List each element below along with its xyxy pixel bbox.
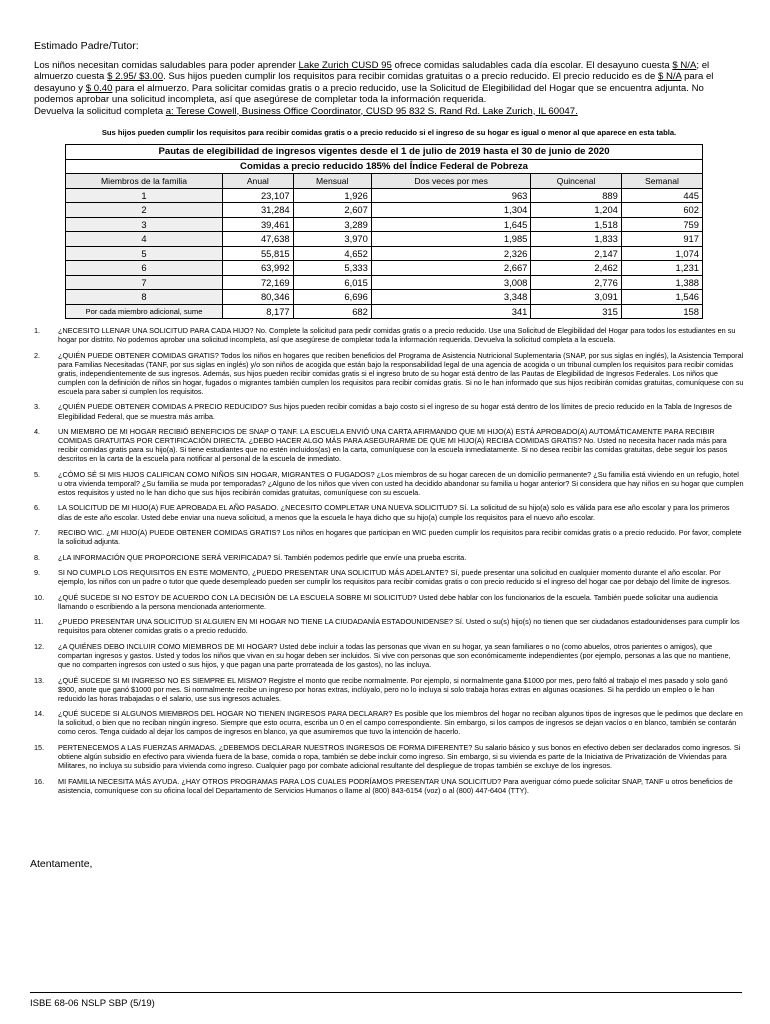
faq-item (34, 676, 744, 703)
faq-number: 9. (34, 568, 41, 578)
faq-item (34, 351, 744, 396)
table-row (66, 275, 703, 290)
cell: 1,518 (531, 217, 621, 232)
cell: 4 (66, 232, 223, 247)
table-row (66, 232, 703, 247)
faq-number: 3. (34, 402, 41, 412)
faq-number: 4. (34, 427, 41, 437)
faq-number: 5. (34, 469, 41, 479)
faq-item (34, 617, 744, 635)
faq-number: 13. (34, 675, 45, 685)
cell: 445 (621, 188, 702, 203)
faq-number: 14. (34, 709, 45, 719)
intro-text: para el almuerzo. Para solicitar comidas gratis o a precio reducido, use la Solicitud de Elegibilidad del Hogar que se encuentra adjunta. No podemos aprobar una solicitud incompleta, así que asegúrese de completar toda la información requerida. (34, 82, 704, 106)
greeting: Estimado Padre/Tutor: (34, 40, 139, 52)
faq-text: ¿PUEDO PRESENTAR UNA SOLICITUD SI ALGUIEN EN MI HOGAR NO TIENE LA CIUDADANÍA ESTADOUNIDENSE? Sí. Usted o su(s) hijo(s) no tienen que ser ciudadanos estadounidenses para cumplir los requisitos para obtener comidas gratis o a precio reducido. (58, 617, 740, 636)
intro-text: ; el almuerzo cuesta (34, 60, 710, 83)
cell: 1,074 (621, 246, 702, 261)
cell: 5 (66, 246, 223, 261)
cell: 1,388 (621, 275, 702, 290)
cell: 31,284 (223, 203, 294, 218)
faq-text: ¿QUIÉN PUEDE OBTENER COMIDAS A PRECIO REDUCIDO? Sus hijos pueden recibir comidas a bajo costo si el ingreso de su hogar está dentro de los límites de precio reducido en la Tabla de Ingresos de Elegibilidad Federal, que se muestra más arriba. (58, 402, 732, 421)
table-row (66, 188, 703, 203)
faq-item (34, 743, 744, 770)
cell: 1,926 (293, 188, 371, 203)
cell: 3,348 (371, 290, 531, 305)
faq-text: RECIBO WIC. ¿MI HIJO(A) PUEDE OBTENER COMIDAS GRATIS? Los niños en hogares que participan en WIC pueden cumplir los requisitos para recibir comidas gratis o a precio reducido. Por favor, complete la solicitud adjunta. (58, 528, 742, 547)
faq-number: 16. (34, 776, 45, 786)
cell: 3,970 (293, 232, 371, 247)
table-row (66, 246, 703, 261)
faq-text: ¿QUÉ SUCEDE SI ALGUNOS MIEMBROS DEL HOGAR NO TIENEN INGRESOS PARA DECLARAR? Es posible que los miembros del hogar no reciban algunos tipos de ingresos que le pedimos que declare en la solicitud, o bien que no reciban ningún ingreso. Siempre que esto ocurra, escriba un 0 en el campo correspondiente. Sin embargo, si los campos de ingresos se dejan vacíos o en blanco, también se contarán como ceros. Tenga cuidado al dejar los campos de ingresos en blanco, ya que asumiremos que tuvo la intención de hacerlo. (58, 709, 743, 737)
cell: 315 (531, 304, 621, 319)
table-header-row (66, 174, 703, 189)
cell: 3,008 (371, 275, 531, 290)
reduced-breakfast-price: $ N/A (657, 71, 682, 83)
faq-item (34, 553, 744, 562)
cell: 6,015 (293, 275, 371, 290)
faq-item (34, 642, 744, 669)
col-header: Anual (223, 174, 294, 189)
faq-number: 11. (34, 617, 44, 627)
table-row-additional (66, 304, 703, 319)
col-header: Mensual (293, 174, 371, 189)
cell: 1 (66, 188, 223, 203)
cell: 1,231 (621, 261, 702, 276)
faq-number: 15. (34, 742, 45, 752)
lunch-price: $ 2.95/ $3.00 (107, 71, 164, 83)
cell: 602 (621, 203, 702, 218)
faq-number: 10. (34, 592, 45, 602)
cell: 2,776 (531, 275, 621, 290)
cell: 2 (66, 203, 223, 218)
col-header: Dos veces por mes (371, 174, 531, 189)
table-row (66, 261, 703, 276)
col-header: Miembros de la familia (66, 174, 223, 189)
faq-text: ¿QUÉ SUCEDE SI MI INGRESO NO ES SIEMPRE EL MISMO? Registre el monto que recibe normalmente. Por ejemplo, si normalmente gana $1000 por mes, pero faltó al trabajo el mes pasado y solo ganó $900, anote que ganó $1000 por mes. Si normalmente recibe un ingreso por horas extras, inclúyalo, pero no lo incluya si solo trabaja horas extras en algunas ocasiones. Si ha perdido un empleo o le han reducido las horas trabajadas o el salario, use sus ingresos actuales. (58, 675, 728, 703)
form-code: ISBE 68-06 NSLP SBP (5/19) (30, 998, 155, 1009)
table-row (66, 217, 703, 232)
cell: 6,696 (293, 290, 371, 305)
faq-text: SI NO CUMPLO LOS REQUISITOS EN ESTE MOMENTO, ¿PUEDO PRESENTAR UNA SOLICITUD MÁS ADELANTE? Sí, puede presentar una solicitud en cualquier momento durante el año escolar. Por ejemplo, los niños con un padre o tutor que quede desempleado pueden ser cumplir los requisitos para recibir comidas gratis o con precio reducido si el ingreso del hogar cae por debajo del límite de ingresos. (58, 568, 731, 587)
table-row (66, 203, 703, 218)
cell: 1,985 (371, 232, 531, 247)
col-header: Quincenal (531, 174, 621, 189)
cell: 3,091 (531, 290, 621, 305)
faq-text: ¿CÓMO SÉ SI MIS HIJOS CALIFICAN COMO NIÑOS SIN HOGAR, MIGRANTES O FUGADOS? ¿Los miembros de su hogar carecen de un domicilio permanente? ¿Su familia está viviendo en un refugio, hotel u otra vivienda temporal? ¿Su familia se muda por temporadas? ¿Alguno de los niños que viven con usted ha decidido abandonar su familia u hogar anterior? Si considera que hay niños en su hogar que cumplen estos requisitos y usted no le han dicho que sus hijos recibirán comidas gratuitas, comuníquese con su escuela. (58, 469, 744, 497)
faq-item (34, 593, 744, 611)
faq-item (34, 777, 744, 795)
faq-text: ¿A QUIÉNES DEBO INCLUIR COMO MIEMBROS DE MI HOGAR? Usted debe incluir a todas las personas que vivan en su hogar, ya sean familiares o no (como abuelos, otros parientes o amigos), que compartan ingresos y gastos. Usted y todos los niños que vivan en su hogar deben ser incluidos. Si vive con personas que son económicamente independientes (por ejemplo, personas a las que no mantiene, que no comparten ingresos con usted o sus hijos, y que pagan una parte prorrateada de los gastos), no las incluya. (58, 641, 731, 670)
intro-text: Los niños necesitan comidas saludables para poder aprender (34, 60, 299, 71)
cell: 8,177 (223, 304, 294, 319)
cell: 23,107 (223, 188, 294, 203)
faq-number: 6. (34, 503, 41, 513)
cell: 2,147 (531, 246, 621, 261)
cell: 759 (621, 217, 702, 232)
faq-text: LA SOLICITUD DE MI HIJO(A) FUE APROBADA EL AÑO PASADO. ¿NECESITO COMPLETAR UNA NUEVA SOLICITUD? Sí. La solicitud de su hijo(a) solo es válida para ese año escolar y para los primeros días de este año escolar. Usted debe enviar una nueva solicitud, a menos que la escuela le haya dicho que su hijo(a) cumple los requisitos para el nuevo año escolar. (58, 503, 730, 522)
cell: 47,638 (223, 232, 294, 247)
cell: 80,346 (223, 290, 294, 305)
cell: 7 (66, 275, 223, 290)
closing: Atentamente, (30, 858, 93, 870)
faq-item (34, 568, 744, 586)
cell: 917 (621, 232, 702, 247)
cell: 2,326 (371, 246, 531, 261)
cell: 1,645 (371, 217, 531, 232)
faq-text: ¿NECESITO LLENAR UNA SOLICITUD PARA CADA HIJO? No. Complete la solicitud para pedir comidas gratis o a precio reducido. Use una Solicitud de Elegibilidad del Hogar para todos los estudiantes en su hogar por distrito. No podemos aprobar una solicitud incompleta, así que asegúrese de completar toda la información requerida. Devuelva la solicitud completa a la escuela. (58, 326, 736, 345)
intro-text: para el desayuno y (34, 71, 714, 94)
faq-list (34, 326, 744, 801)
cell: Por cada miembro adicional, sume (66, 304, 223, 319)
faq-text: ¿LA INFORMACIÓN QUE PROPORCIONE SERÁ VERIFICADA? Sí. También podemos pedirle que envíe una prueba escrita. (58, 552, 467, 562)
table-row (66, 290, 703, 305)
cell: 5,333 (293, 261, 371, 276)
faq-item (34, 326, 744, 344)
faq-item (34, 470, 744, 497)
faq-text: PERTENECEMOS A LAS FUERZAS ARMADAS. ¿DEBEMOS DECLARAR NUESTROS INGRESOS DE FORMA DIFERENTE? Su salario básico y sus bonos en efectivo deben ser declarados como ingresos. Si obtiene algún subsidio en efectivo para vivienda fuera de la base, comida o ropa, también se debe incluir como ingreso. Sin embargo, si su vivienda es parte de la Iniciativa de Privatización de Viviendas para Militares, no incluya su subsidio para vivienda como ingreso. Cualquier pago por combate adicional resultante del despliegue de tropas también se excluye de los ingresos. (58, 742, 741, 771)
cell: 55,815 (223, 246, 294, 261)
intro-paragraph (34, 60, 744, 117)
intro-text: ofrece comidas saludables cada día escolar. El desayuno cuesta (391, 60, 673, 71)
district-name: Lake Zurich CUSD 95 (298, 60, 392, 71)
col-header: Semanal (621, 174, 702, 189)
faq-text: MI FAMILIA NECESITA MÁS AYUDA. ¿HAY OTROS PROGRAMAS PARA LOS CUALES PODRÍAMOS PRESENTAR UNA SOLICITUD? Para averiguar cómo puede solicitar SNAP, TANF u otros beneficios de asistencia, comuníquese con su oficina local del Departamento de Servicios Humanos o llame al (800) 843-6154 (voz) o al (800) 447-6404 (TTY). (58, 776, 733, 795)
footer-divider (30, 992, 742, 993)
cell: 1,546 (621, 290, 702, 305)
faq-number: 2. (34, 350, 41, 360)
cell: 2,667 (371, 261, 531, 276)
cell: 1,304 (371, 203, 531, 218)
cell: 39,461 (223, 217, 294, 232)
breakfast-price: $ N/A (672, 60, 697, 71)
reduced-lunch-price: $ 0.40 (85, 82, 113, 94)
contact-address: a: Terese Cowell, Business Office Coordinator, CUSD 95 832 S. Rand Rd. Lake Zurich, IL 60047. (165, 105, 578, 117)
cell: 4,652 (293, 246, 371, 261)
cell: 1,833 (531, 232, 621, 247)
return-text: Devuelva la solicitud completa (34, 105, 166, 117)
faq-item (34, 503, 744, 521)
cell: 682 (293, 304, 371, 319)
cell: 963 (371, 188, 531, 203)
faq-item (34, 427, 744, 463)
faq-number: 7. (34, 528, 41, 538)
faq-number: 8. (34, 552, 41, 562)
cell: 341 (371, 304, 531, 319)
table-subtitle: Comidas a precio reducido 185% del Índice Federal de Pobreza (66, 159, 703, 174)
faq-text: UN MIEMBRO DE MI HOGAR RECIBIÓ BENEFICIOS DE SNAP O TANF. LA ESCUELA ENVIÓ UNA CARTA AFIRMANDO QUE MI HIJO(A) ESTÁ APROBADO(A) AUTOMÁTICAMENTE PARA RECIBIR COMIDAS GRATUITAS POR CERTIFICACIÓN DIRECTA. ¿DEBO HACER ALGO MÁS PARA ASEGURARME DE QUE MI HIJO(A) RECIBA COMIDAS GRATIS? No. Usted no necesita hacer nada más para recibir comidas gratis para su hijo(a). Si tiene estudiantes que no estén incluidos(as) en la carta, comuníquese con la escuela inmediatamente. Si no desea recibir las comidas gratuitas, debe seguir los pasos descritos en la carta de la escuela para notificar al personal de la escuela de inmediato. (58, 427, 728, 464)
faq-text: ¿QUÉ SUCEDE SI NO ESTOY DE ACUERDO CON LA DECISIÓN DE LA ESCUELA SOBRE MI SOLICITUD? Usted debe hablar con los funcionarios de la escuela. También puede solicitar una audiencia llamando o escribiendo a la persona mencionada anteriormente. (58, 592, 718, 611)
cell: 158 (621, 304, 702, 319)
faq-item (34, 709, 744, 736)
cell: 72,169 (223, 275, 294, 290)
intro-text: . Sus hijos pueden cumplir los requisitos para recibir comidas gratuitas o a precio reducido. El precio reducido es de (163, 71, 658, 83)
faq-item (34, 528, 744, 546)
cell: 8 (66, 290, 223, 305)
cell: 889 (531, 188, 621, 203)
income-eligibility-table (65, 144, 703, 319)
cell: 2,607 (293, 203, 371, 218)
cell: 6 (66, 261, 223, 276)
cell: 2,462 (531, 261, 621, 276)
cell: 63,992 (223, 261, 294, 276)
faq-number: 12. (34, 641, 45, 651)
eligibility-notice: Sus hijos pueden cumplir los requisitos para recibir comidas gratis o a precio reducido si el ingreso de su hogar es igual o menor al que aparece en esta tabla. (101, 128, 677, 137)
cell: 3,289 (293, 217, 371, 232)
table-title: Pautas de elegibilidad de ingresos vigentes desde el 1 de julio de 2019 hasta el 30 de junio de 2020 (66, 145, 703, 160)
faq-text: ¿QUIÉN PUEDE OBTENER COMIDAS GRATIS? Todos los niños en hogares que reciben beneficios del Programa de Asistencia Nutricional Suplementaria (SNAP, por sus siglas en inglés), la Asistencia Temporal para Familias Necesitadas (TANF, por sus siglas en inglés) y/o son niños de acogida que están bajo la responsabilidad legal de una agencia de acogida o un tribunal cumplen los requisitos para recibir comidas gratis, independientemente de sus ingresos. Además, sus hijos pueden recibir comidas gratis si el ingreso bruto de su hogar está dentro de las Pautas de Elegibilidad de Ingresos Federales. Los niños que cumplen con la definición de niños sin hogar, fugados o migrantes también cumplen los requisitos para recibir comidas gratis. Si no le han informado que sus hijos recibirán comidas gratuitas, comuníquese con su escuela para saber si cumplen los requisitos. (58, 350, 744, 396)
cell: 1,204 (531, 203, 621, 218)
faq-number: 1. (34, 326, 41, 335)
faq-item (34, 402, 744, 420)
cell: 3 (66, 217, 223, 232)
